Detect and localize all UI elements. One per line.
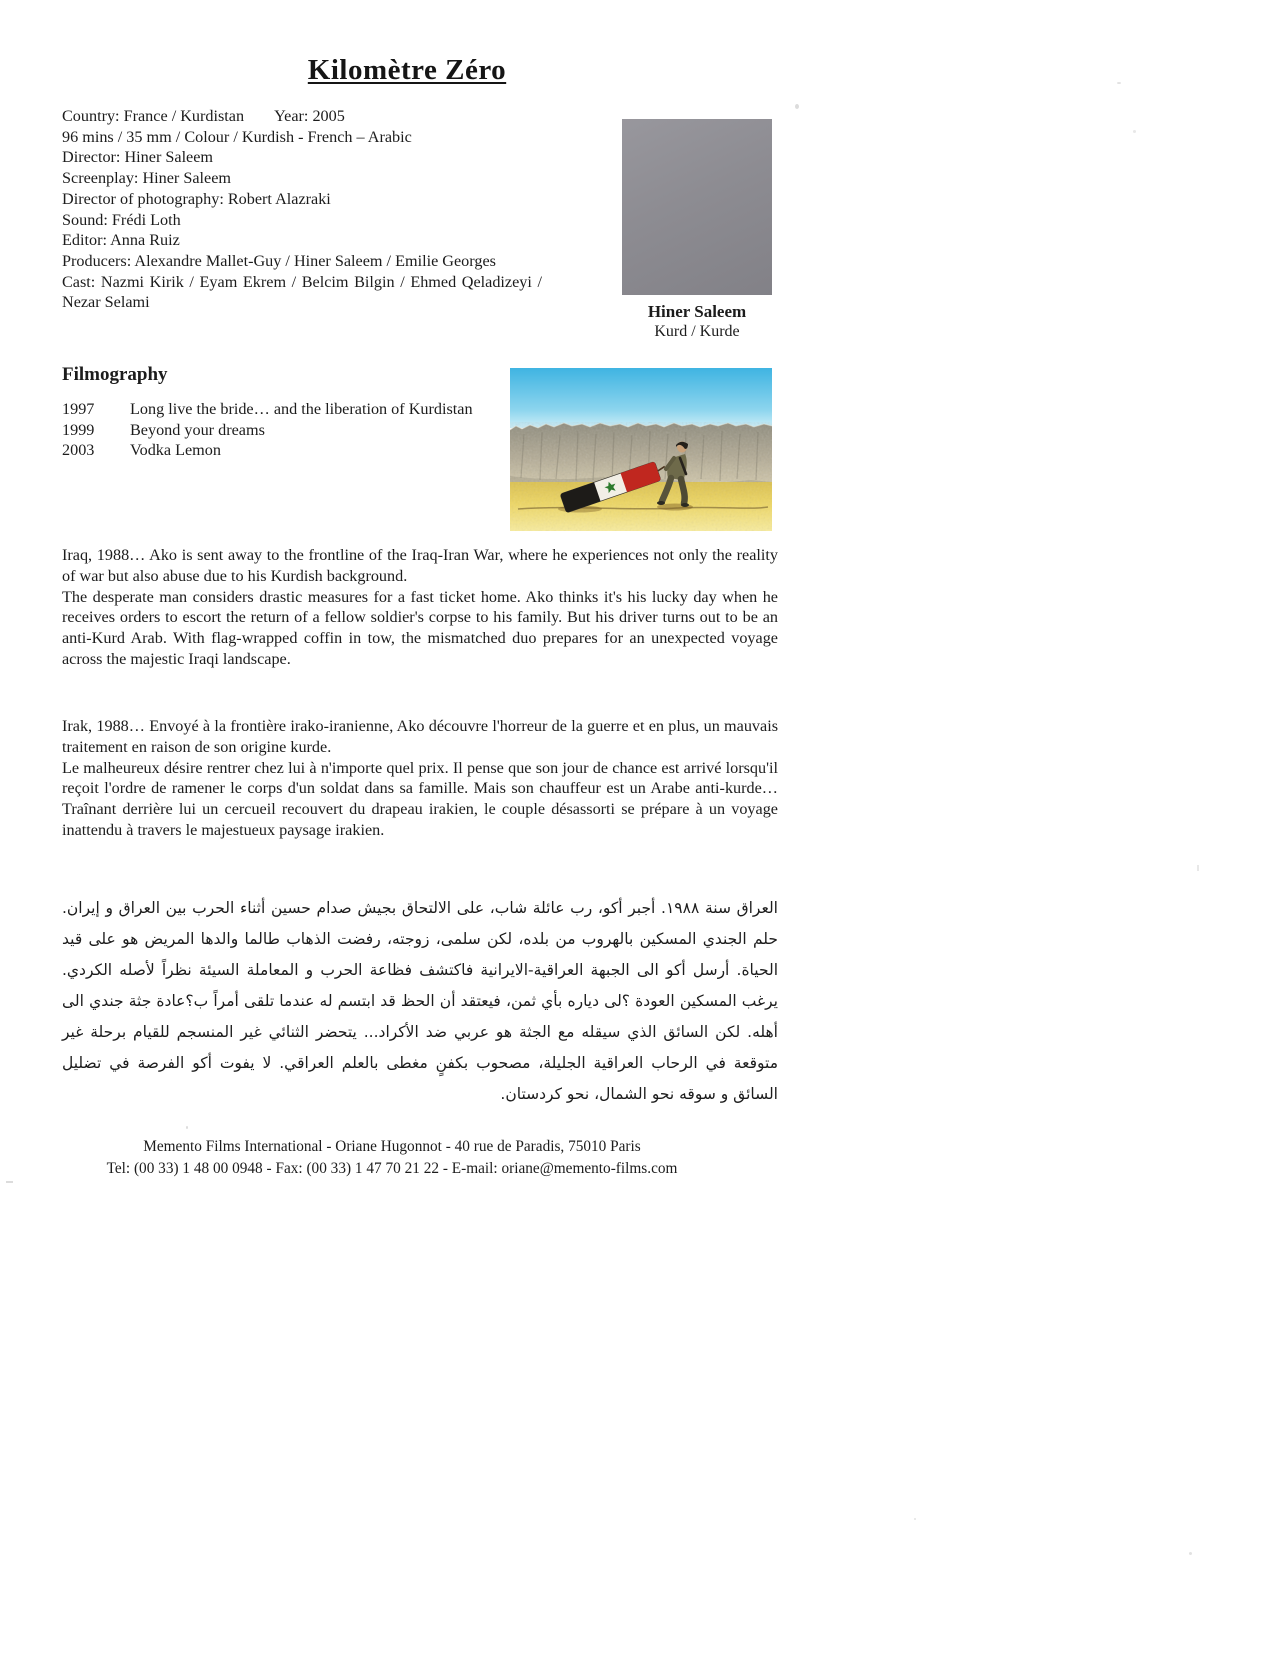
credit-sound: Sound: Frédi Loth bbox=[62, 210, 181, 229]
scan-artifact bbox=[795, 104, 799, 109]
footer-phone-email: Tel: (00 33) 1 48 00 0948 - Fax: (00 33) 1 47 70 21 22 - E-mail: oriane@memento-films.com bbox=[106, 1159, 678, 1177]
credit-screenplay: Screenplay: Hiner Saleem bbox=[62, 169, 232, 188]
filmography-section bbox=[62, 364, 502, 461]
synopsis-french-p2: Le malheureux désire rentrer chez lui à n'importe quel prix. Il pense que son jour de chance est arrivé lorsqu'il reçoit l'ordre de ramener le corps d'un soldat dans sa famille. Mais son chauffeur est un Arabe anti-kurde… Traînant derrière lui un cercueil recouvert du drapeau irakien, le couple désassorti se prépare à un voyage inattendu à travers le majestueux paysage irakien. bbox=[62, 758, 778, 839]
credits-block bbox=[62, 106, 542, 313]
page-title: Kilomètre Zéro bbox=[307, 54, 507, 86]
synopsis-french bbox=[62, 716, 778, 841]
filmography-row bbox=[62, 440, 502, 461]
credit-format: 96 mins / 35 mm / Colour / Kurdish - French – Arabic bbox=[62, 127, 412, 146]
film-year: 2003 bbox=[62, 441, 95, 460]
synopsis-french-p1: Irak, 1988… Envoyé à la frontière irako-iranienne, Ako découvre l'horreur de la guerre et en plus, un mauvais traitement en raison de son origine kurde. bbox=[62, 717, 778, 756]
filmography-row bbox=[62, 420, 502, 441]
film-title: Vodka Lemon bbox=[130, 441, 221, 460]
credit-year: Year: 2005 bbox=[274, 107, 345, 125]
film-year: 1997 bbox=[62, 400, 95, 418]
footer-address: Memento Films International - Oriane Hugonnot - 40 rue de Paradis, 75010 Paris bbox=[143, 1138, 641, 1155]
credit-photography: Director of photography: Robert Alazraki bbox=[62, 189, 331, 208]
credit-producers: Producers: Alexandre Mallet-Guy / Hiner Saleem / Emilie Georges bbox=[62, 251, 496, 270]
synopsis-english bbox=[62, 545, 778, 670]
footer-contact bbox=[62, 1136, 722, 1180]
synopsis-english-p1: Iraq, 1988… Ako is sent away to the frontline of the Iraq-Iran War, where he experiences not only the reality of war but also abuse due to his Kurdish background. bbox=[62, 546, 778, 585]
credit-country-year bbox=[62, 106, 542, 127]
film-title: Long live the bride… and the liberation of Kurdistan bbox=[130, 400, 473, 418]
film-year: 1999 bbox=[62, 420, 95, 439]
film-title: Beyond your dreams bbox=[130, 420, 265, 439]
scan-artifact bbox=[186, 1126, 188, 1129]
scan-artifact bbox=[1189, 1552, 1192, 1555]
credit-editor: Editor: Anna Ruiz bbox=[62, 231, 180, 250]
scan-artifact bbox=[914, 1518, 916, 1520]
portrait-caption bbox=[594, 302, 800, 342]
scan-artifact bbox=[1117, 82, 1121, 84]
filmography-row bbox=[62, 399, 502, 420]
credit-country: Country: France / Kurdistan bbox=[62, 107, 245, 125]
film-still-photo bbox=[510, 368, 772, 531]
scan-artifact bbox=[1197, 865, 1199, 871]
portrait-name: Hiner Saleem bbox=[647, 302, 747, 321]
credit-cast: Cast: Nazmi Kirik / Eyam Ekrem / Belcim Bilgin / Ehmed Qeladizeyi / Nezar Selami bbox=[62, 272, 542, 312]
synopsis-english-p2: The desperate man considers drastic measures for a fast ticket home. Ako thinks it's his lucky day when he receives orders to escort the return of a fellow soldier's corpse to his family. But his driver turns out to be an anti-Kurd Arab. With flag-wrapped coffin in tow, the mismatched duo prepares for an unexpected voyage across the majestic Iraqi landscape. bbox=[62, 587, 778, 668]
scan-artifact bbox=[1133, 130, 1136, 133]
credit-director: Director: Hiner Saleem bbox=[62, 148, 214, 167]
portrait-subtitle: Kurd / Kurde bbox=[654, 323, 740, 340]
scan-artifact bbox=[6, 1181, 13, 1183]
synopsis-arabic: العراق سنة ١٩٨٨. أجبر أكو، رب عائلة شاب، على الالتحاق بجيش صدام حسين أثناء الحرب بين العراق و إيران. حلم الجندي المسكين بالهروب من بلده، لكن سلمى، زوجته، رفضت الذهاب طالما والدها المريض هو على قيد الحياة. أرسل أكو الى الجبهة العراقية-الايرانية فاكتشف فظاعة الحرب و المعاملة السيئة نظراً لأصله الكردي. يرغب المسكين العودة ؟لى دياره بأي ثمن، فيعتقد أن الحظ قد ابتسم له عندما تلقى أمراً ب؟عادة جثة جندي الى أهله. لكن السائق الذي سيقله مع الجثة هو عربي ضد الأكراد... يتحضر الثنائي غير المنسجم للقيام برحلة غير متوقعة في الرحاب العراقية الجليلة، مصحوب بكفنٍ مغطى بالعلم العراقي. لا يفوت أكو الفرصة في تضليل السائق و سوقه نحو الشمال، نحو كردستان. bbox=[62, 899, 778, 1103]
portrait-photo-placeholder bbox=[622, 119, 772, 295]
filmography-heading: Filmography bbox=[62, 364, 168, 385]
